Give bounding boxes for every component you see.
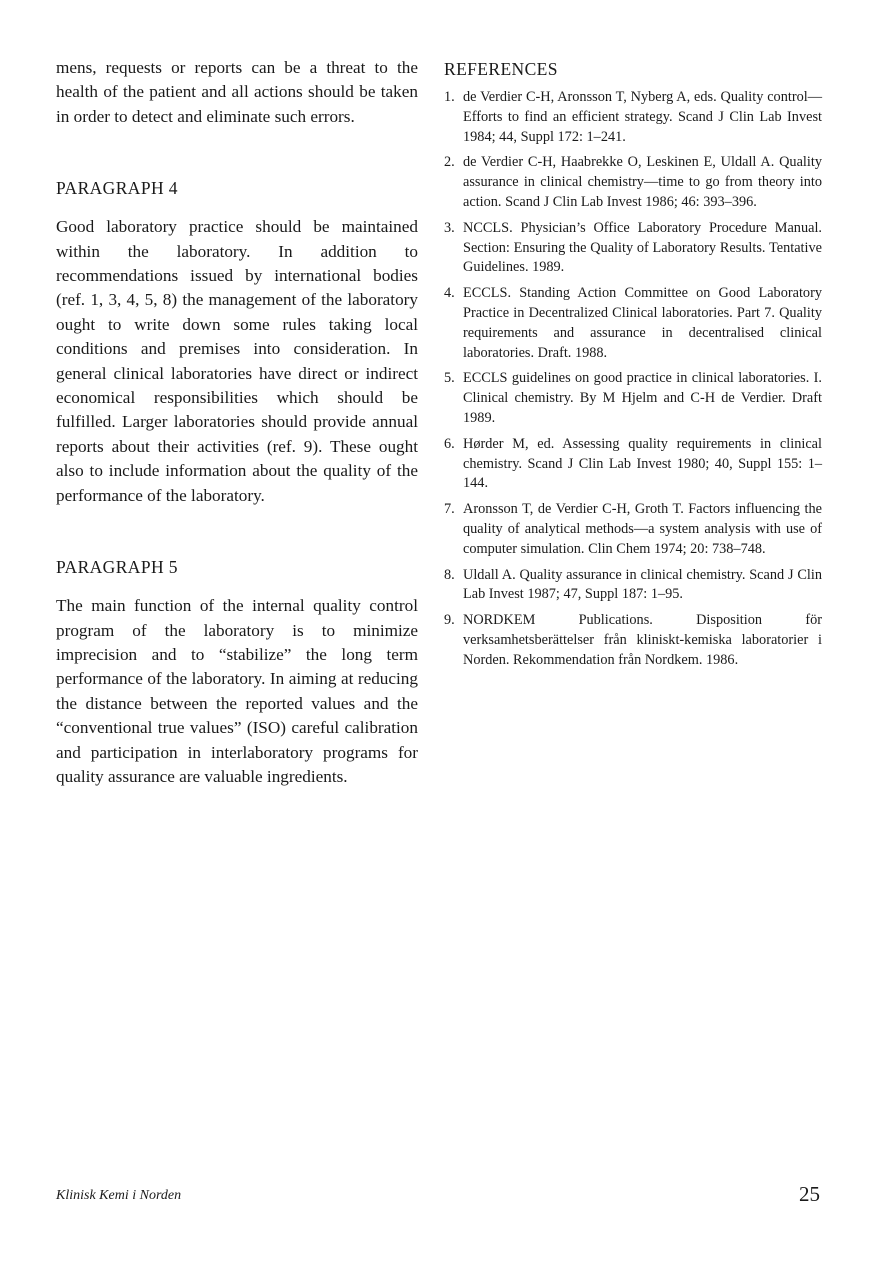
reference-text: ECCLS guidelines on good practice in clinical laboratories. I. Clinical chemistry. By M Hjelm and C-H de Verdier. Draft 1989. xyxy=(463,370,822,426)
reference-item xyxy=(444,435,822,494)
reference-text: ECCLS. Standing Action Committee on Good Laboratory Practice in Decentralized Clinical laboratories. Part 7. Quality requirements and assurance in decentralised clinical laboratories. Draft. 1988. xyxy=(463,285,822,361)
reference-item xyxy=(444,219,822,278)
reference-number: 4. xyxy=(444,285,455,302)
reference-number: 9. xyxy=(444,612,455,629)
paragraph-5-body: The main function of the internal quality control program of the laboratory is to minimize imprecision and to “stabilize” the long term performance of the laboratory. In aiming at reducing the distance between the reported values and the “conventional true values” (ISO) careful calibration and participation in interlaboratory programs for quality assurance are valuable ingredients. xyxy=(56,596,418,786)
reference-number: 6. xyxy=(444,435,455,452)
reference-item xyxy=(444,284,822,363)
reference-text: NORDKEM Publications. Disposition för verksamhetsberättelser från kliniskt-kemiska laboratorier i Norden. Rekommendation från Nordkem. 1986. xyxy=(463,612,822,668)
references-heading: REFERENCES xyxy=(444,59,558,79)
reference-item xyxy=(444,500,822,559)
reference-text: Hørder M, ed. Assessing quality requirements in clinical chemistry. Scand J Clin Lab Invest 1980; 40, Suppl 155: 1–144. xyxy=(463,435,822,492)
reference-number: 3. xyxy=(444,219,455,236)
reference-text: de Verdier C-H, Aronsson T, Nyberg A, eds. Quality control—Efforts to find an efficient strategy. Scand J Clin Lab Invest 1984; 44, Suppl 172: 1–241. xyxy=(463,89,822,145)
reference-item xyxy=(444,88,822,147)
intro-paragraph: mens, requests or reports can be a threat to the health of the patient and all actions should be taken in order to detect and eliminate such errors. xyxy=(56,58,418,126)
reference-number: 7. xyxy=(444,501,455,518)
references-column xyxy=(444,56,822,677)
paragraph-5-heading: PARAGRAPH 5 xyxy=(56,557,178,578)
paragraph-4-heading: PARAGRAPH 4 xyxy=(56,178,178,199)
reference-item xyxy=(444,369,822,428)
reference-item xyxy=(444,611,822,670)
reference-number: 2. xyxy=(444,154,455,171)
paragraph-4-body: Good laboratory practice should be maintained within the laboratory. In addition to recommendations issued by international bodies (ref. 1, 3, 4, 5, 8) the management of the laboratory ought to write down some rules taking local conditions and premises into consideration. In general clinical laboratories have direct or indirect economical responsibilities which should be fulfilled. Larger laboratories should provide annual reports about their activities (ref. 9). These ought also to include information about the quality of the performance of the laboratory. xyxy=(56,217,418,505)
reference-text: Aronsson T, de Verdier C-H, Groth T. Factors influencing the quality of analytical methods—a system analysis with use of computer simulation. Clin Chem 1974; 20: 738–748. xyxy=(463,501,822,557)
reference-text: de Verdier C-H, Haabrekke O, Leskinen E, Uldall A. Quality assurance in clinical chemistry—time to go from theory into action. Scand J Clin Lab Invest 1986; 46: 393–396. xyxy=(463,154,822,210)
reference-number: 8. xyxy=(444,566,455,583)
reference-number: 5. xyxy=(444,370,455,387)
left-column xyxy=(56,56,418,789)
reference-text: NCCLS. Physician’s Office Laboratory Procedure Manual. Section: Ensuring the Quality of Laboratory Results. Tentative Guidelines. 1989. xyxy=(463,219,822,276)
reference-list xyxy=(444,88,822,671)
journal-name: Klinisk Kemi i Norden xyxy=(56,1188,182,1203)
reference-item xyxy=(444,566,822,606)
reference-text: Uldall A. Quality assurance in clinical chemistry. Scand J Clin Lab Invest 1987; 47, Suppl 187: 1–95. xyxy=(463,566,822,603)
reference-item xyxy=(444,153,822,212)
reference-number: 1. xyxy=(444,89,455,105)
page-number: 25 xyxy=(799,1182,820,1206)
